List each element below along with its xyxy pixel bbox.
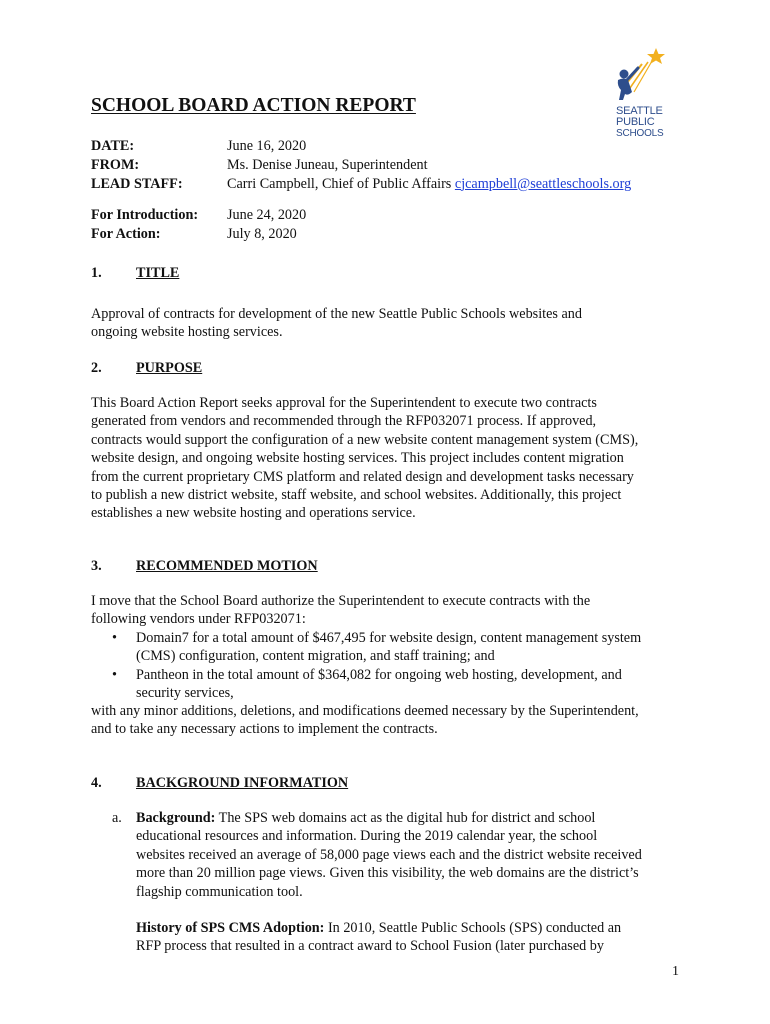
paragraph-line: This Board Action Report seeks approval for the Superintendent to execute two contracts: [91, 395, 597, 411]
seattle-public-schools-logo: [612, 44, 674, 144]
paragraph-line: [136, 919, 696, 937]
action-value: July 8, 2020: [227, 225, 297, 242]
section-1-heading: [91, 264, 179, 282]
paragraph-line: to publish a new district website, staff website, and school websites. Additionally, this project: [91, 487, 622, 504]
background-line-rest: The SPS web domains act as the digital hub for district and school: [215, 810, 596, 826]
bullet-icon: •: [112, 666, 117, 683]
paragraph-line: website design, and ongoing website hosting services. This project includes content migration: [91, 450, 624, 467]
lead-staff-value: [227, 175, 631, 193]
section-4-heading: [91, 774, 348, 792]
page-title: SCHOOL BOARD ACTION REPORT: [91, 95, 416, 116]
logo-line-3: SCHOOLS: [616, 128, 664, 139]
introduction-value: June 24, 2020: [227, 207, 307, 223]
section-number: 1.: [91, 265, 102, 281]
paragraph-line: establishes a new website hosting and operations service.: [91, 505, 416, 522]
from-label: FROM:: [91, 156, 140, 173]
section-2-heading: [91, 359, 202, 377]
paragraph-line: ongoing website hosting services.: [91, 324, 283, 341]
schedule-meta: [91, 206, 711, 244]
action-label: For Action:: [91, 225, 161, 242]
paragraph-line: contracts would support the configuration of a new website content management system (CMS),: [91, 431, 639, 448]
paragraph-line: with any minor additions, deletions, and modifications deemed necessary by the Superintendent,: [91, 703, 639, 719]
logo-wordmark: [616, 106, 664, 139]
from-row: [91, 156, 711, 175]
lead-staff-row: [91, 175, 711, 194]
section-3-heading: [91, 557, 318, 575]
paragraph-line: RFP process that resulted in a contract award to School Fusion (later purchased by: [136, 938, 604, 955]
bullet-icon: •: [112, 630, 117, 646]
paragraph-line: following vendors under RFP032071:: [91, 611, 306, 628]
lead-staff-name: Carri Campbell, Chief of Public Affairs: [227, 175, 455, 192]
date-row: [91, 137, 711, 156]
date-label: DATE:: [91, 138, 135, 154]
list-item: [112, 666, 692, 703]
page-number: 1: [672, 964, 679, 979]
history-lead: History of SPS CMS Adoption:: [136, 920, 325, 937]
list-item-line: (CMS) configuration, content migration, and staff training; and: [136, 648, 495, 665]
section-title: TITLE: [136, 265, 180, 281]
section-title: BACKGROUND INFORMATION: [136, 775, 349, 791]
paragraph-line: generated from vendors and recommended through the RFP032071 process. If approved,: [91, 413, 597, 430]
from-value: Ms. Denise Juneau, Superintendent: [227, 156, 428, 173]
introduction-row: [91, 206, 711, 225]
section-3-intro: [91, 592, 691, 629]
introduction-label: For Introduction:: [91, 207, 199, 223]
report-meta: [91, 137, 711, 193]
section-1-body: [91, 305, 691, 342]
paragraph-line: educational resources and information. During the 2019 calendar year, the school: [136, 828, 598, 845]
paragraph-line: and to take any necessary actions to implement the contracts.: [91, 721, 438, 738]
vendor-list: [112, 629, 692, 703]
section-title: RECOMMENDED MOTION: [136, 558, 318, 574]
paragraph-line: I move that the School Board authorize the Superintendent to execute contracts with the: [91, 593, 591, 609]
section-3-outro: [91, 702, 691, 739]
child-star-icon: [612, 44, 674, 106]
section-number: 3.: [91, 558, 102, 574]
list-item-line: Domain7 for a total amount of $467,495 for website design, content management system: [136, 630, 642, 646]
section-title: PURPOSE: [136, 360, 203, 376]
paragraph-line: from the current proprietary CMS platform and related design and development tasks necessary: [91, 468, 634, 485]
item-body: [136, 809, 696, 956]
list-item-line: Pantheon in the total amount of $364,082 for ongoing web hosting, development, and: [136, 666, 622, 683]
paragraph-line: more than 20 million page views. Given this visibility, the web domains are the district’s: [136, 865, 639, 882]
history-line-rest: In 2010, Seattle Public Schools (SPS) conducted an: [324, 920, 622, 937]
lead-staff-email-link[interactable]: cjcampbell@seattleschools.org: [454, 175, 632, 192]
paragraph-line: [136, 809, 696, 827]
paragraph-line: flagship communication tool.: [136, 883, 303, 900]
date-value: June 16, 2020: [227, 138, 307, 154]
action-row: [91, 225, 711, 244]
logo-line-1: SEATTLE: [616, 105, 663, 117]
lead-staff-label: LEAD STAFF:: [91, 175, 183, 192]
list-item-line: security services,: [136, 685, 234, 702]
list-item: [112, 629, 692, 666]
paragraph-line: Approval of contracts for development of the new Seattle Public Schools websites and: [91, 306, 582, 322]
section-2-body: [91, 394, 691, 523]
paragraph-line: websites received an average of 58,000 page views each and the district website received: [136, 846, 642, 863]
logo-line-2: PUBLIC: [616, 116, 655, 128]
item-letter: a.: [112, 810, 122, 826]
section-number: 4.: [91, 775, 102, 791]
background-lead: Background:: [136, 810, 216, 826]
section-number: 2.: [91, 360, 102, 376]
